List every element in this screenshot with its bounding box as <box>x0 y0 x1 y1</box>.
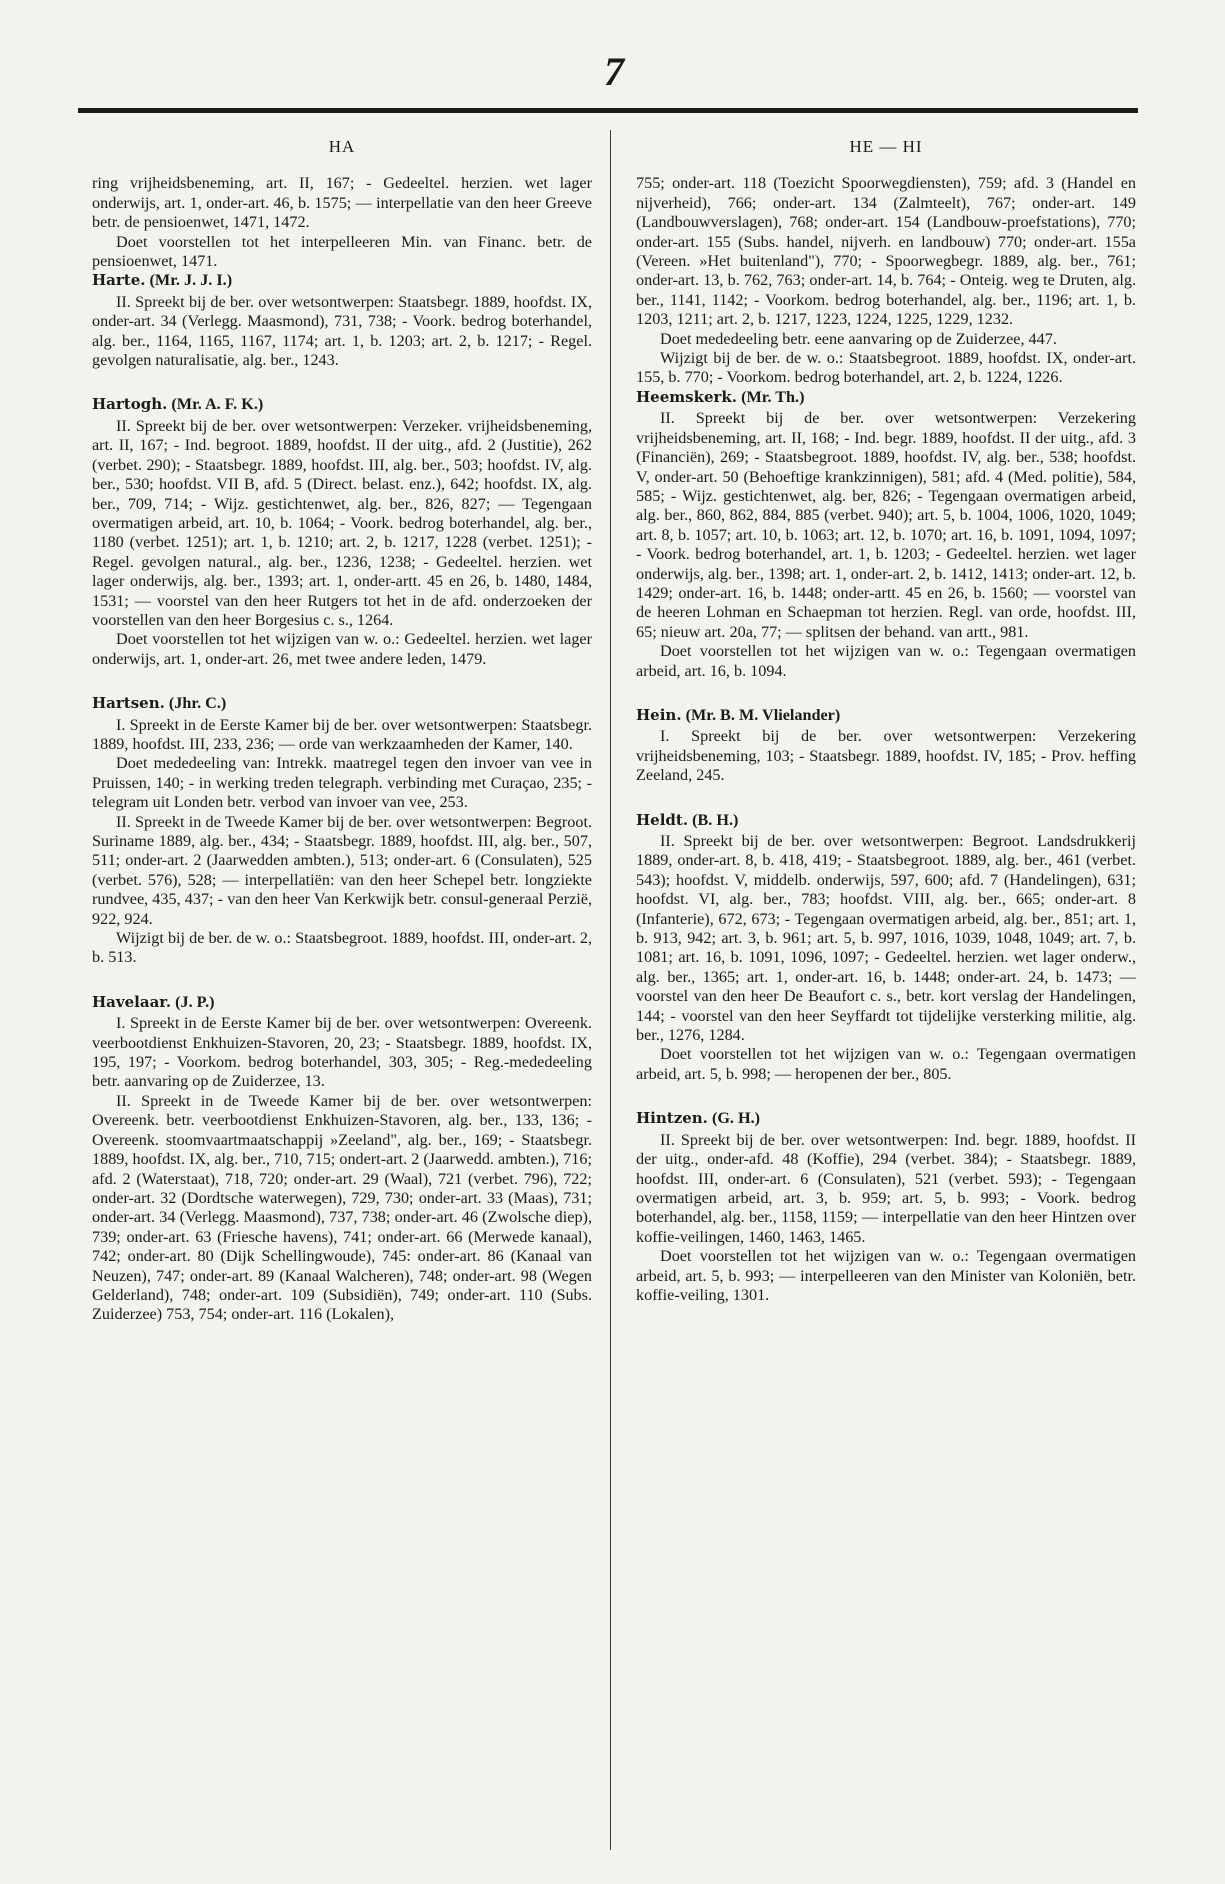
entry-paragraph: Wijzigt bij de ber. de w. o.: Staatsbegroot. 1889, hoofdst. III, onder-art. 2, b. 513. <box>92 929 592 967</box>
left-column <box>92 137 592 1350</box>
right-column-header: HE — HI <box>849 137 923 156</box>
entry-initials: (J. P.) <box>175 992 215 1011</box>
right-continuation <box>636 174 1136 387</box>
entry-name: Hartogh. <box>92 395 168 414</box>
left-continuation <box>92 174 592 271</box>
index-entry <box>92 271 592 370</box>
entry-paragraph: II. Spreekt bij de ber. over wetsontwerpen: Verzeker. vrijheidsbeneming, art. II, 167; - Ind. begroot. 1889, hoofdst. II der uitg., afd. 2 (Justitie), 262 (verbet. 290); - Staatsbegr. 1889, hoofdst. III, alg. ber., 503; hoofdst. IV, alg. ber., 530; hoofdst. VII B, afd. 5 (Direct. belast. enz.), 642; hoofdst. IX, alg. ber., 709, 714; - Wijz. gestichtenwet, alg. ber., 826, 827; — Tegengaan overmatigen arbeid, art. 10, b. 1064; - Voork. bedrog boterhandel, alg. ber., 1180 (verbet. 1251); art. 1, b. 1210; art. 2, b. 1217, 1228 (verbet. 1251); - Regel. gevolgen natural., alg. ber., 1236, 1238; - Gedeeltel. herzien. wet lager onderwijs, alg. ber., 1393; art. 1, onder-artt. 45 en 26, b. 1480, 1484, 1531; — voorstel van den heer Rutgers tot het in de afd. onderzoeken der voorstellen van den heer Borgesius c. s., 1264. <box>92 416 592 629</box>
entry-paragraph: Doet voorstellen tot het wijzigen van w. o.: Tegengaan overmatigen arbeid, art. 5, b. 993; — interpelleeren van den Minister van Koloniën, betr. koffie-veiling, 1301. <box>636 1247 1136 1304</box>
entry-name: Hein. <box>636 705 682 724</box>
entry-paragraph: II. Spreekt bij de ber. over wetsontwerpen: Verzekering vrijheidsbeneming, art. II, 168; - Ind. begr. 1889, hoofdst. II der uitg., afd. 3 (Financiën), 269; - Staatsbegroot. 1889, hoofdst. IV, alg. ber., 538; hoofdst. V, onder-art. 50 (Behoeftige krankzinnigen), 581; afd. 4 (Med. politie), 584, 585; - Wijz. gestichtenwet, alg. ber, 826; - Tegengaan overmatigen arbeid, alg. ber., 860, 862, 884, 885 (verbet. 940); art. 5, b. 1004, 1006, 1020, 1049; art. 8, b. 1057; art. 10, b. 1063; art. 12, b. 1070; art. 16, b. 1091, 1094, 1097; - Voork. bedrog boterhandel, art. 1, b. 1203; - Gedeeltel. herzien. wet lager onderwijs, alg. ber., 1398; art. 1, onder-art. 2, b. 1412, 1413; onder-art. 12, b. 1429; onder-art. 16, b. 1448; onder-artt. 45 en 26, b. 1560; — voorstel van de heeren Lohman en Schaepman tot herzien. Regl. van orde, hoofdst. III, 65; nieuw art. 20a, 77; — splitsen der behand. van artt., 981. <box>636 409 1136 641</box>
entry-heading <box>636 388 1136 407</box>
continuation-paragraph: 755; onder-art. 118 (Toezicht Spoorwegdiensten), 759; afd. 3 (Handel en nijverheid), 766; onder-art. 134 (Zalmteelt), 767; onder-art. 149 (Landbouwverslagen), 768; onder-art. 154 (Landbouw-proefstations), 770; onder-art. 155 (Subs. handel, nijverh. en landbouw) 770; onder-art. 155a (Vereen. »Het buitenland"), 770; - Spoorwegbegr. 1889, alg. ber., 761; onder-art. 13, b. 762, 763; onder-art. 14, b. 764; - Onteig. weg te Druten, alg. ber., 1141, 1142; - Voorkom. bedrog boterhandel, alg. ber., 1196; art. 1, b. 1203, 1211; art. 2, b. 1217, 1223, 1224, 1225, 1229, 1232. <box>636 174 1136 329</box>
left-entries <box>92 271 592 1324</box>
entry-paragraph: II. Spreekt bij de ber. over wetsontwerpen: Staatsbegr. 1889, hoofdst. IX, onder-art. 34 (Verlegg. Maasmond), 731, 738; - Voork. bedrog boterhandel, alg. ber., 1164, 1165, 1167, 1174; art. 1, b. 1203; art. 2, b. 1217; - Regel. gevolgen naturalisatie, alg. ber., 1243. <box>92 292 592 370</box>
right-entries <box>636 388 1136 1305</box>
entry-paragraph: I. Spreekt bij de ber. over wetsontwerpen: Verzekering vrijheidsbeneming, 103; - Staatsbegr. 1889, hoofdst. IV, 185; - Prov. heffing Zeeland, 245. <box>636 727 1136 785</box>
page-number: 7 <box>604 49 624 94</box>
entry-heading <box>92 993 592 1012</box>
entry-name: Havelaar. <box>92 992 172 1011</box>
entry-initials: (G. H.) <box>711 1109 761 1128</box>
entry-heading <box>92 271 592 290</box>
entry-initials: (Mr. J. J. I.) <box>149 271 233 290</box>
entry-initials: (Mr. B. M. Vlielander) <box>685 705 841 724</box>
continuation-paragraph: Doet voorstellen tot het interpelleeren Min. van Financ. betr. de pensioenwet, 1471. <box>92 232 592 271</box>
entry-name: Heemskerk. <box>636 387 738 406</box>
right-column <box>636 137 1136 1330</box>
entry-paragraph: Doet mededeeling van: Intrekk. maatregel tegen den invoer van vee in Pruissen, 140; - in werking treden telegraph. verbinding met Curaçao, 235; - telegram uit Londen betr. verbod van invoer van vee, 253. <box>92 754 592 812</box>
index-entry <box>92 395 592 669</box>
entry-paragraph: Doet voorstellen tot het wijzigen van w. o.: Gedeeltel. herzien. wet lager onderwijs, art. 1, onder-art. 26, met twee andere leden, 1479. <box>92 630 592 668</box>
entry-heading <box>92 395 592 414</box>
left-column-header: HA <box>328 137 356 156</box>
index-entry <box>636 1109 1136 1305</box>
entry-heading <box>636 1109 1136 1128</box>
index-entry <box>92 993 592 1325</box>
index-entry <box>92 694 592 968</box>
column-divider <box>610 130 611 1850</box>
index-entry <box>636 706 1136 786</box>
entry-paragraph: I. Spreekt in de Eerste Kamer bij de ber. over wetsontwerpen: Overeenk. veerbootdienst Enkhuizen-Stavoren, 20, 23; - Staatsbegr. 1889, hoofdst. IX, 195, 197; - Voorkom. bedrog boterhandel, 303, 305; - Reg.-mededeeling betr. aanvaring op de Zuiderzee, 13. <box>92 1014 592 1091</box>
entry-initials: (Mr. Th.) <box>741 387 805 406</box>
entry-paragraph: II. Spreekt bij de ber. over wetsontwerpen: Ind. begr. 1889, hoofdst. II der uitg., onder-afd. 48 (Koffie), 294 (verbet. 384); - Staatsbegr. 1889, hoofdst. III, onder-art. 6 (Consulaten), 521 (verbet. 593); - Tegengaan overmatigen arbeid, art. 3, b. 959; art. 5, b. 993; - Voork. bedrog boterhandel, alg. ber., 1158, 1159; — interpellatie van den heer Hintzen over koffie-veilingen, 1460, 1463, 1465. <box>636 1130 1136 1246</box>
entry-name: Harte. <box>92 271 146 290</box>
entry-paragraph: II. Spreekt in de Tweede Kamer bij de ber. over wetsontwerpen: Overeenk. betr. veerbootdienst Enkhuizen-Stavoren, alg. ber., 133, 136; - Overeenk. stoomvaartmaatschappij »Zeeland", alg. ber., 169; - Staatsbegr. 1889, hoofdst. IX, alg. ber., 710, 715; ondert-art. 2 (Jaarwedd. ambten.), 716; afd. 2 (Waterstaat), 718, 720; onder-art. 29 (Waal), 721 (verbet. 796), 722; onder-art. 32 (Dordtsche waterwegen), 729, 730; onder-art. 33 (Maas), 731; onder-art. 34 (Verlegg. Maasmond), 737, 738; onder-art. 46 (Zwolsche diep), 739; onder-art. 63 (Friesche havens), 741; onder-art. 66 (Merwede kanaal), 742; onder-art. 80 (Dijk Schellingwoude), 745: onder-art. 86 (Kanaal van Neuzen), 747; onder-art. 89 (Kanaal Walcheren), 748; onder-art. 98 (Wegen Gelderland), 748; onder-art. 109 (Subsidiën), 749; onder-art. 110 (Subs. Zuiderzee) 753, 754; onder-art. 116 (Lokalen), <box>92 1091 592 1324</box>
entry-paragraph: Doet voorstellen tot het wijzigen van w. o.: Tegengaan overmatigen arbeid, art. 5, b. 998; — heropenen der ber., 805. <box>636 1045 1136 1083</box>
entry-initials: (Mr. A. F. K.) <box>171 395 264 414</box>
entry-paragraph: I. Spreekt in de Eerste Kamer bij de ber. over wetsontwerpen: Staatsbegr. 1889, hoofdst. III, 233, 236; — orde van werkzaamheden der Kamer, 140. <box>92 715 592 753</box>
entry-paragraph: II. Spreekt bij de ber. over wetsontwerpen: Begroot. Landsdrukkerij 1889, onder-art. 8, b. 418, 419; - Staatsbegroot. 1889, alg. ber., 461 (verbet. 543); hoofdst. V, middelb. onderwijs, 597, 600; afd. 7 (Handelingen), 631; hoofdst. VI, alg. ber., 783; hoofdst. VIII, alg. ber., 665; onder-art. 8 (Infanterie), 672, 673; - Tegengaan overmatigen arbeid, alg. ber., 851; art. 1, b. 913, 942; art. 3, b. 961; art. 5, b. 997, 1016, 1039, 1048, 1049; art. 7, b. 1081; art. 16, b. 1091, 1096, 1097; - Gedeeltel. herzien. wet lager onderw., alg. ber., 1365; art. 1, onder-art. 16, b. 1448; onder-art. 24, b. 1473; — voorstel van den heer De Beaufort c. s., betr. kort verslag der Handelingen, 144; - voorstel van den heer Seyffardt tot tijdelijke versterking militie, alg. ber., 1276, 1284. <box>636 832 1136 1045</box>
entry-name: Heldt. <box>636 810 689 829</box>
index-entry <box>636 811 1136 1085</box>
entry-heading <box>636 811 1136 830</box>
continuation-paragraph: Doet mededeeling betr. eene aanvaring op de Zuiderzee, 447. <box>660 329 1057 348</box>
header-rule <box>78 108 1138 113</box>
entry-name: Hintzen. <box>636 1109 708 1128</box>
entry-initials: (B. H.) <box>692 810 739 829</box>
index-entry <box>636 388 1136 681</box>
entry-heading <box>92 694 592 713</box>
entry-heading <box>636 706 1136 725</box>
entry-paragraph: Doet voorstellen tot het wijzigen van w. o.: Tegengaan overmatigen arbeid, art. 16, b. 1094. <box>636 642 1136 680</box>
continuation-paragraph: Wijzigt bij de ber. de w. o.: Staatsbegroot. 1889, hoofdst. IX, onder-art. 155, b. 770; - Voorkom. bedrog boterhandel, art. 2, b. 1224, 1226. <box>636 349 1136 387</box>
entry-paragraph: II. Spreekt in de Tweede Kamer bij de ber. over wetsontwerpen: Begroot. Suriname 1889, alg. ber., 434; - Staatsbegr. 1889, hoofdst. III, alg. ber., 507, 511; onder-art. 2 (Jaarwedden ambten.), 513; onder-art. 6 (Consulaten), 525 (verbet. 576), 528; — interpellatiën: van den heer Schepel betr. longziekte rundvee, 435, 437; - van den heer Van Kerkwijk betr. consul-generaal Perzië, 922, 924. <box>92 812 592 928</box>
continuation-paragraph: ring vrijheidsbeneming, art. II, 167; - Gedeeltel. herzien. wet lager onderwijs, art. 1, onder-art. 46, b. 1575; — interpellatie van den heer Greeve betr. de pensioenwet, 1471, 1472. <box>92 174 592 232</box>
entry-name: Hartsen. <box>92 694 165 713</box>
entry-initials: (Jhr. C.) <box>168 694 227 713</box>
